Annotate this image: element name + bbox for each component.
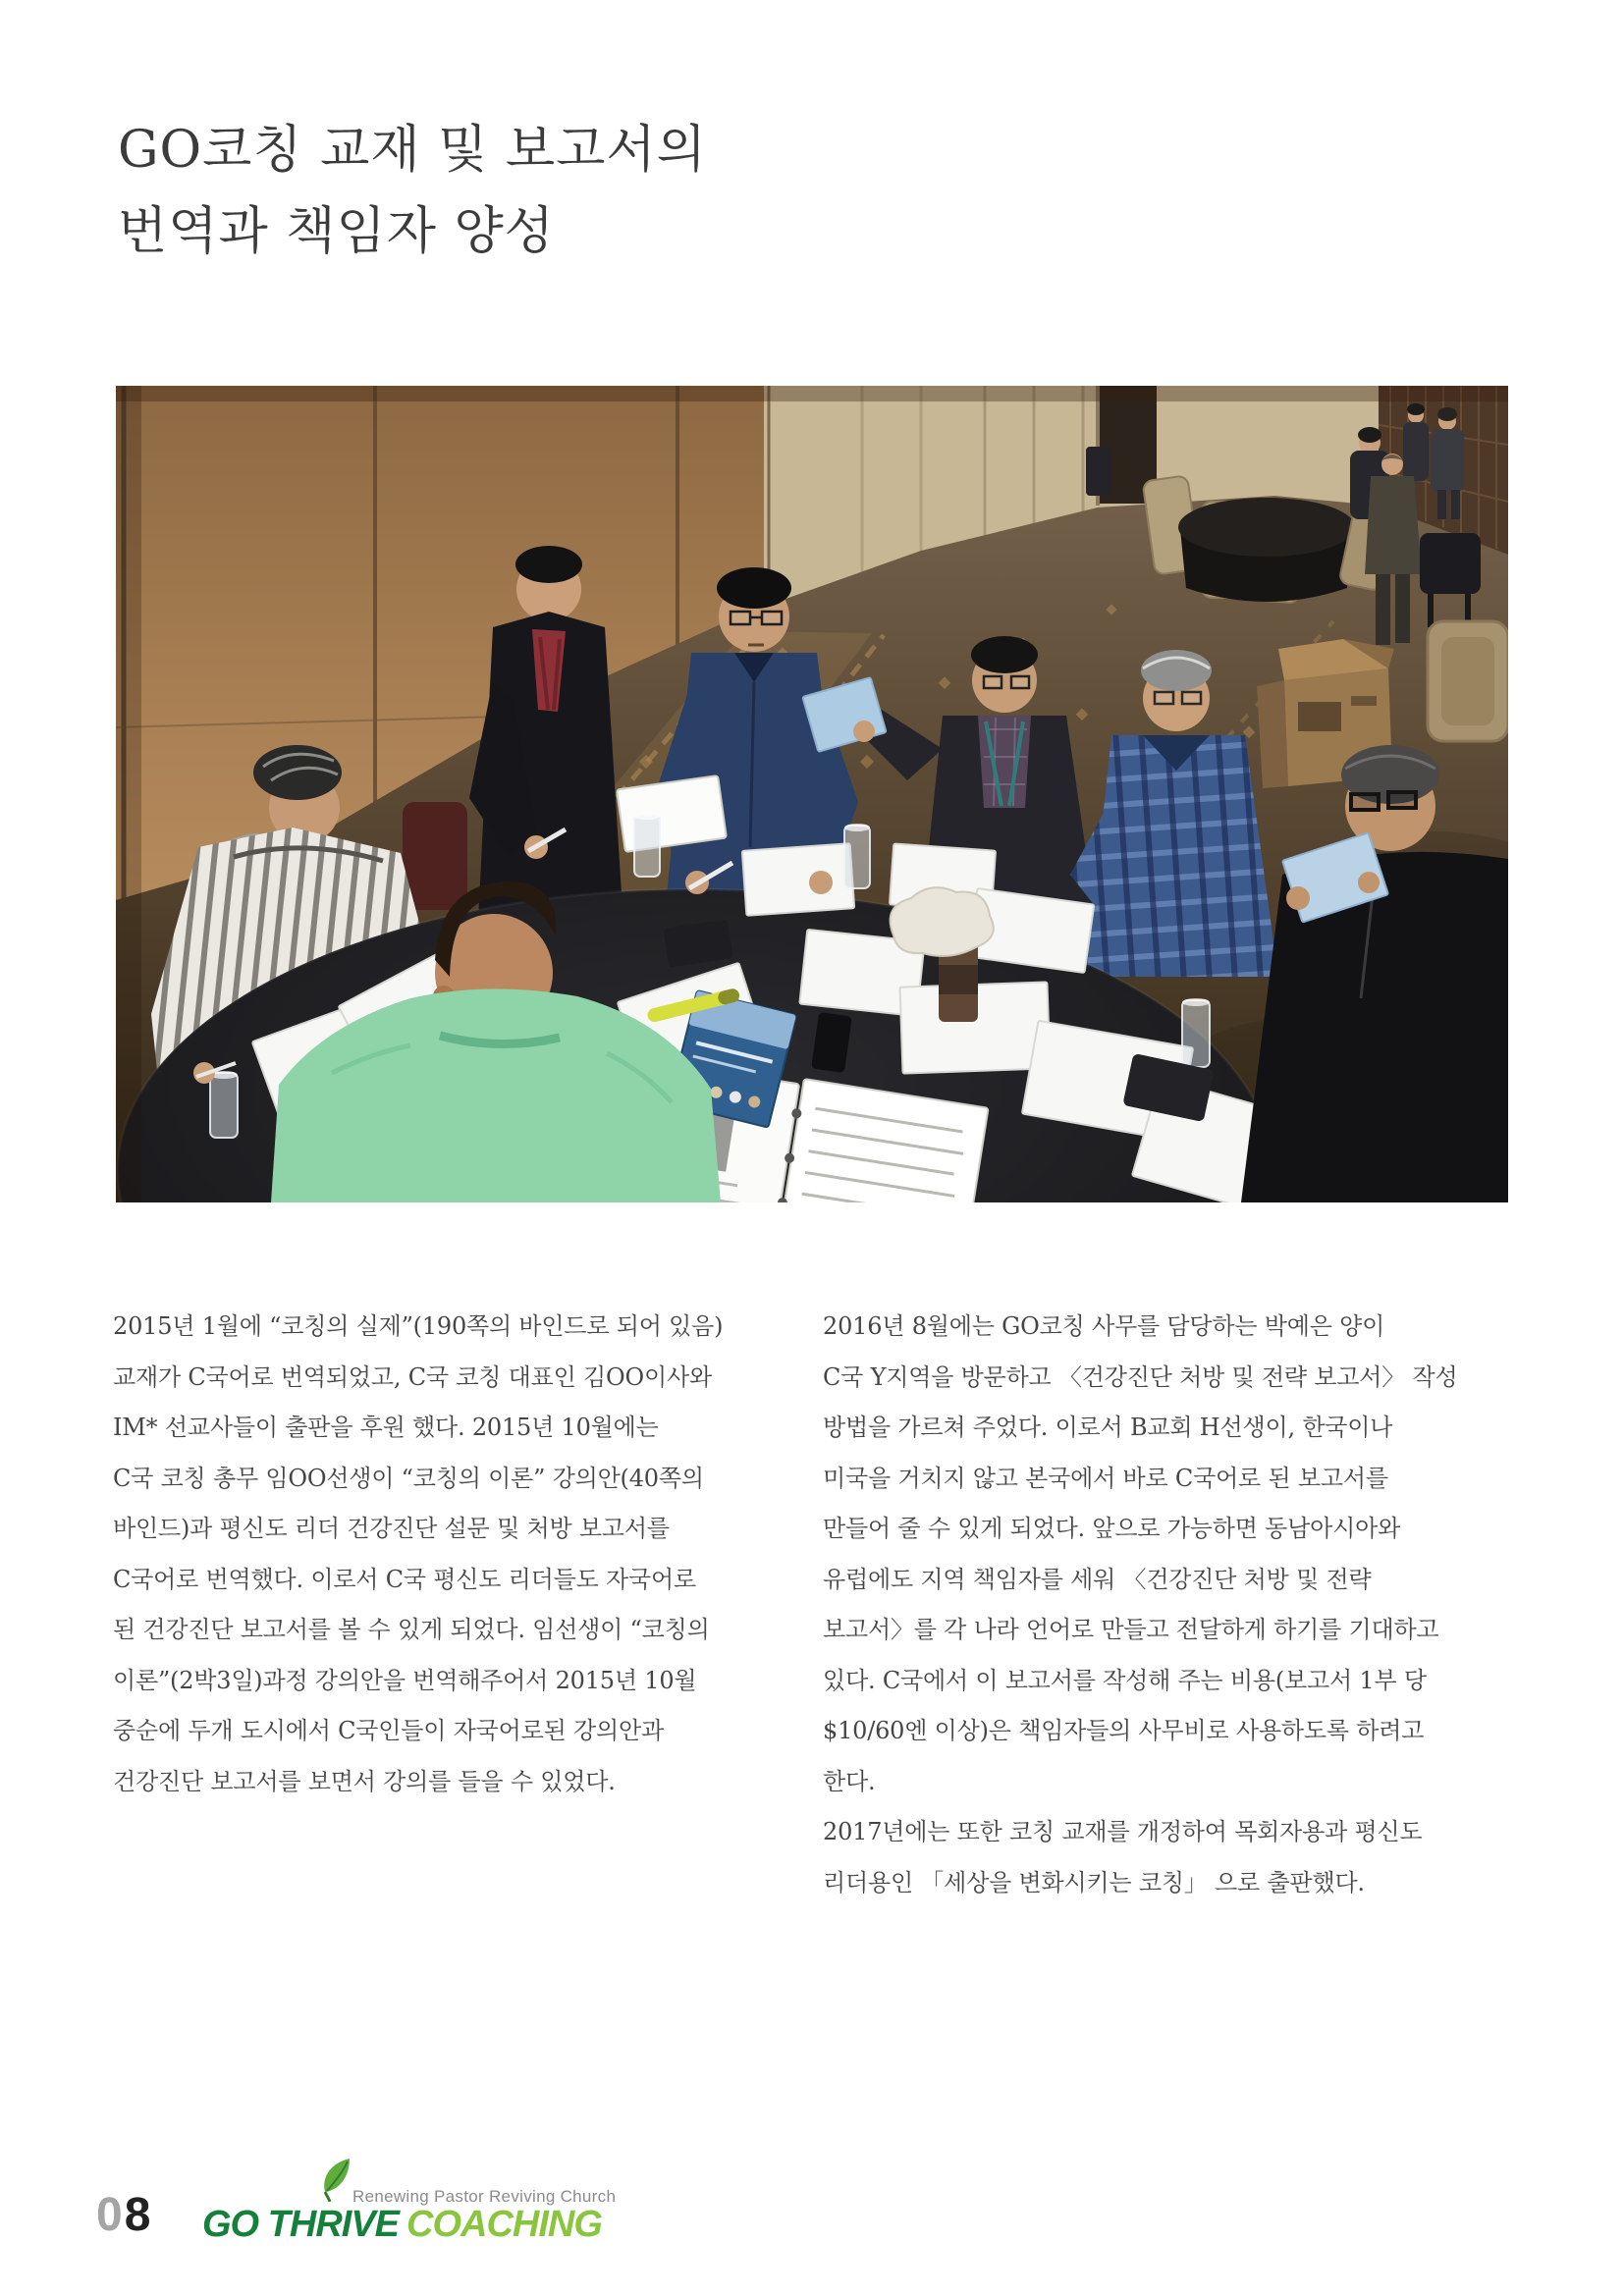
leaf-icon [318, 2157, 353, 2202]
gothrive-coaching-logo [202, 2164, 713, 2263]
body-line: 2015년 1월에 “코칭의 실제”(190쪽의 바인드로 되어 있음) [113, 1312, 724, 1340]
body-line: $10/60엔 이상)은 책임자들의 사무비로 사용하도록 하려고 [823, 1717, 1425, 1744]
article-right-column [823, 1302, 1522, 1908]
body-line: 바인드)과 평신도 리더 건강진단 설문 및 처방 보고서를 [113, 1515, 670, 1542]
body-line: 건강진단 보고서를 보면서 강의를 들을 수 있었다. [113, 1767, 616, 1795]
logo-secondary-text: COACHING [406, 2204, 602, 2245]
body-line: 만들어 줄 수 있게 되었다. 앞으로 가능하면 동남아시아와 [823, 1515, 1401, 1542]
body-line: 방법을 가르쳐 주었다. 이로서 B교회 H선생이, 한국이나 [823, 1414, 1393, 1441]
body-line: 교재가 C국어로 번역되었고, C국 코칭 대표인 김OO이사와 [113, 1362, 712, 1391]
body-line: C국어로 번역했다. 이로서 C국 평신도 리더들도 자국어로 [113, 1565, 696, 1593]
body-line: IM* 선교사들이 출판을 후원 했다. 2015년 10월에는 [113, 1414, 659, 1441]
page-title [118, 110, 707, 273]
body-line: 보고서〉를 각 나라 언어로 만들고 전달하게 하기를 기대하고 [823, 1616, 1439, 1643]
body-line: 중순에 두개 도시에서 C국인들이 자국어로된 강의안과 [113, 1717, 664, 1744]
logo-primary-text: GO THRIVE [202, 2204, 400, 2245]
body-line: C국 코칭 총무 임OO선생이 “코칭의 이론” 강의안(40쪽의 [113, 1464, 704, 1492]
body-line: 이론”(2박3일)과정 강의안을 번역해주어서 2015년 10월 [113, 1666, 697, 1694]
body-line: 한다. [823, 1767, 876, 1795]
meeting-photo-illustration [116, 386, 1508, 1202]
body-line: 2016년 8월에는 GO코칭 사무를 담당하는 박예은 양이 [823, 1312, 1385, 1340]
body-line: 미국을 거치지 않고 본국에서 바로 C국어로 된 보고서를 [823, 1464, 1388, 1492]
photo-vignette [116, 386, 141, 1202]
body-line: 리더용인 「세상을 변화시키는 코칭」 으로 출판했다. [823, 1868, 1365, 1896]
photo-chairback [403, 802, 467, 910]
logo-tagline: Renewing Pastor Reviving Church [352, 2187, 617, 2206]
body-line: C국 Y지역을 방문하고 〈건강진단 처방 및 전략 보고서〉 작성 [823, 1362, 1458, 1391]
body-line: 유럽에도 지역 책임자를 세워 〈건강진단 처방 및 전략 [823, 1565, 1372, 1593]
page-title-line-2: 번역과 책임자 양성 [118, 202, 555, 261]
body-line: 있다. C국에서 이 보고서를 작성해 주는 비용(보고서 1부 당 [823, 1666, 1427, 1694]
body-line: 된 건강진단 보고서를 볼 수 있게 되었다. 임선생이 “코칭의 [113, 1616, 710, 1643]
page-number: 08 [96, 2189, 153, 2241]
meeting-photo [116, 386, 1508, 1202]
body-line: 2017년에는 또한 코칭 교재를 개정하여 목회자용과 평신도 [823, 1818, 1423, 1845]
page-title-line-1: GO코칭 교재 및 보고서의 [118, 121, 707, 180]
logo-wordmark [202, 2204, 602, 2246]
article-left-column [113, 1302, 761, 1807]
page-footer [0, 2164, 1624, 2263]
